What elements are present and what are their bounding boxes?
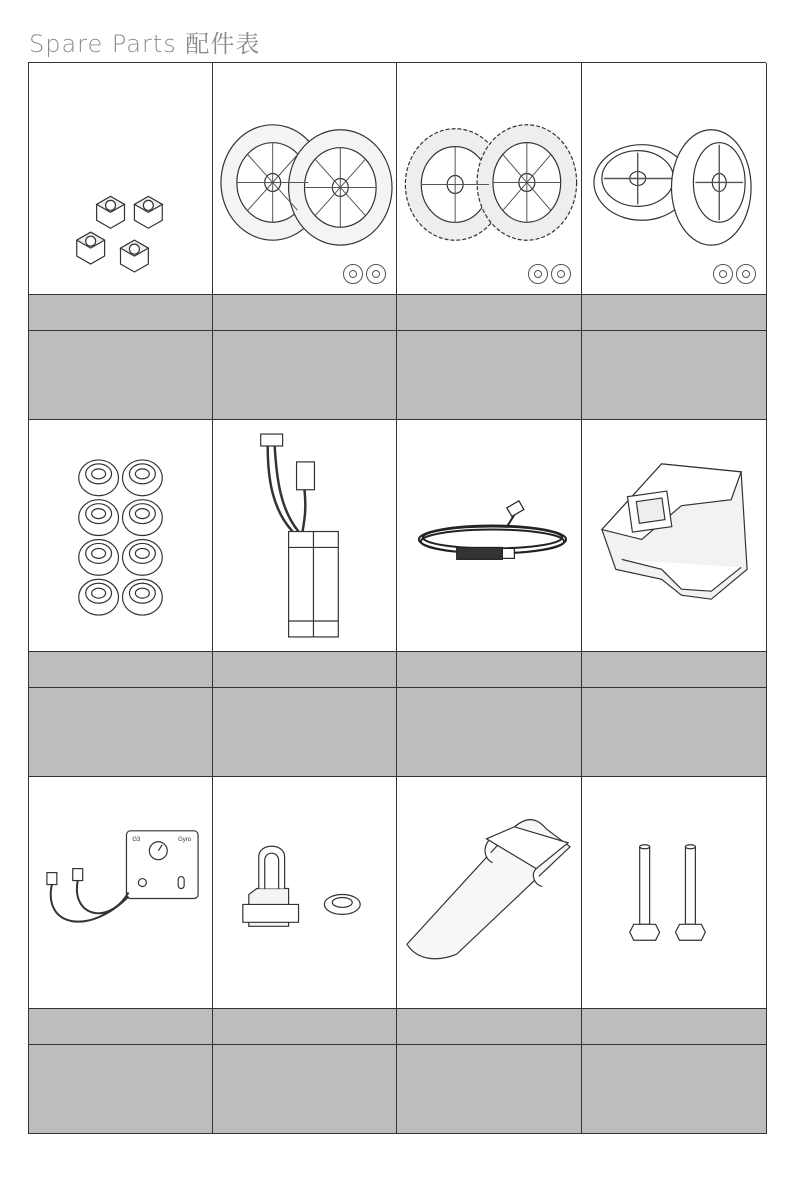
- part-name-cell: [213, 295, 397, 331]
- part-description-cell: [29, 688, 213, 777]
- part-name-cell: [582, 295, 767, 331]
- part-image-cell: [29, 420, 213, 652]
- part-name-cell: [29, 295, 213, 331]
- part-image-cell: [397, 777, 582, 1009]
- part-image-cell: [213, 420, 397, 652]
- body-posts-icon: [582, 777, 766, 1008]
- part-description-cell: [397, 1045, 582, 1134]
- part-description-cell: [582, 688, 767, 777]
- part-name-cell: [397, 1009, 582, 1045]
- usb-charging-cable-icon: [397, 420, 581, 651]
- offroad-tires-icon: [213, 63, 396, 294]
- lock-nuts-icon: [29, 420, 212, 651]
- part-image-cell: [397, 63, 582, 295]
- part-description-cell: [213, 688, 397, 777]
- part-name-cell: [582, 652, 767, 688]
- part-description-cell: [213, 1045, 397, 1134]
- part-name-cell: [213, 652, 397, 688]
- battery-pack-icon: [213, 420, 396, 651]
- part-description-cell: [213, 331, 397, 420]
- part-image-cell: [582, 420, 767, 652]
- washers-icon: [710, 264, 756, 288]
- part-image-cell: [582, 777, 767, 1009]
- part-name-cell: [29, 652, 213, 688]
- velcro-strap-icon: [397, 777, 581, 1008]
- hex-adapters-icon: [29, 63, 212, 294]
- part-name-cell: [29, 1009, 213, 1045]
- servo-saver-bearing-icon: [213, 777, 396, 1008]
- part-image-cell: [213, 63, 397, 295]
- rally-tires-icon: [397, 63, 581, 294]
- battery-cover-icon: [582, 420, 766, 651]
- gyro-label-right: Gyro: [178, 836, 192, 843]
- part-description-cell: [397, 331, 582, 420]
- part-description-cell: [397, 688, 582, 777]
- part-image-cell: [397, 420, 582, 652]
- part-description-cell: [29, 1045, 213, 1134]
- washers-icon: [525, 264, 571, 288]
- part-image-cell: [29, 777, 213, 1009]
- part-description-cell: [29, 331, 213, 420]
- part-name-cell: [213, 1009, 397, 1045]
- washers-icon: [340, 264, 386, 288]
- drift-tires-icon: [582, 63, 766, 294]
- part-description-cell: [582, 331, 767, 420]
- part-name-cell: [397, 295, 582, 331]
- spare-parts-table: [28, 62, 766, 1134]
- part-name-cell: [582, 1009, 767, 1045]
- part-image-cell: [582, 63, 767, 295]
- page-title: Spare Parts 配件表: [29, 30, 261, 58]
- part-name-cell: [397, 652, 582, 688]
- part-image-cell: [213, 777, 397, 1009]
- part-image-cell: [29, 63, 213, 295]
- gyro-label-left: G3: [132, 836, 141, 843]
- gyro-module-icon: [29, 777, 212, 1008]
- part-description-cell: [582, 1045, 767, 1134]
